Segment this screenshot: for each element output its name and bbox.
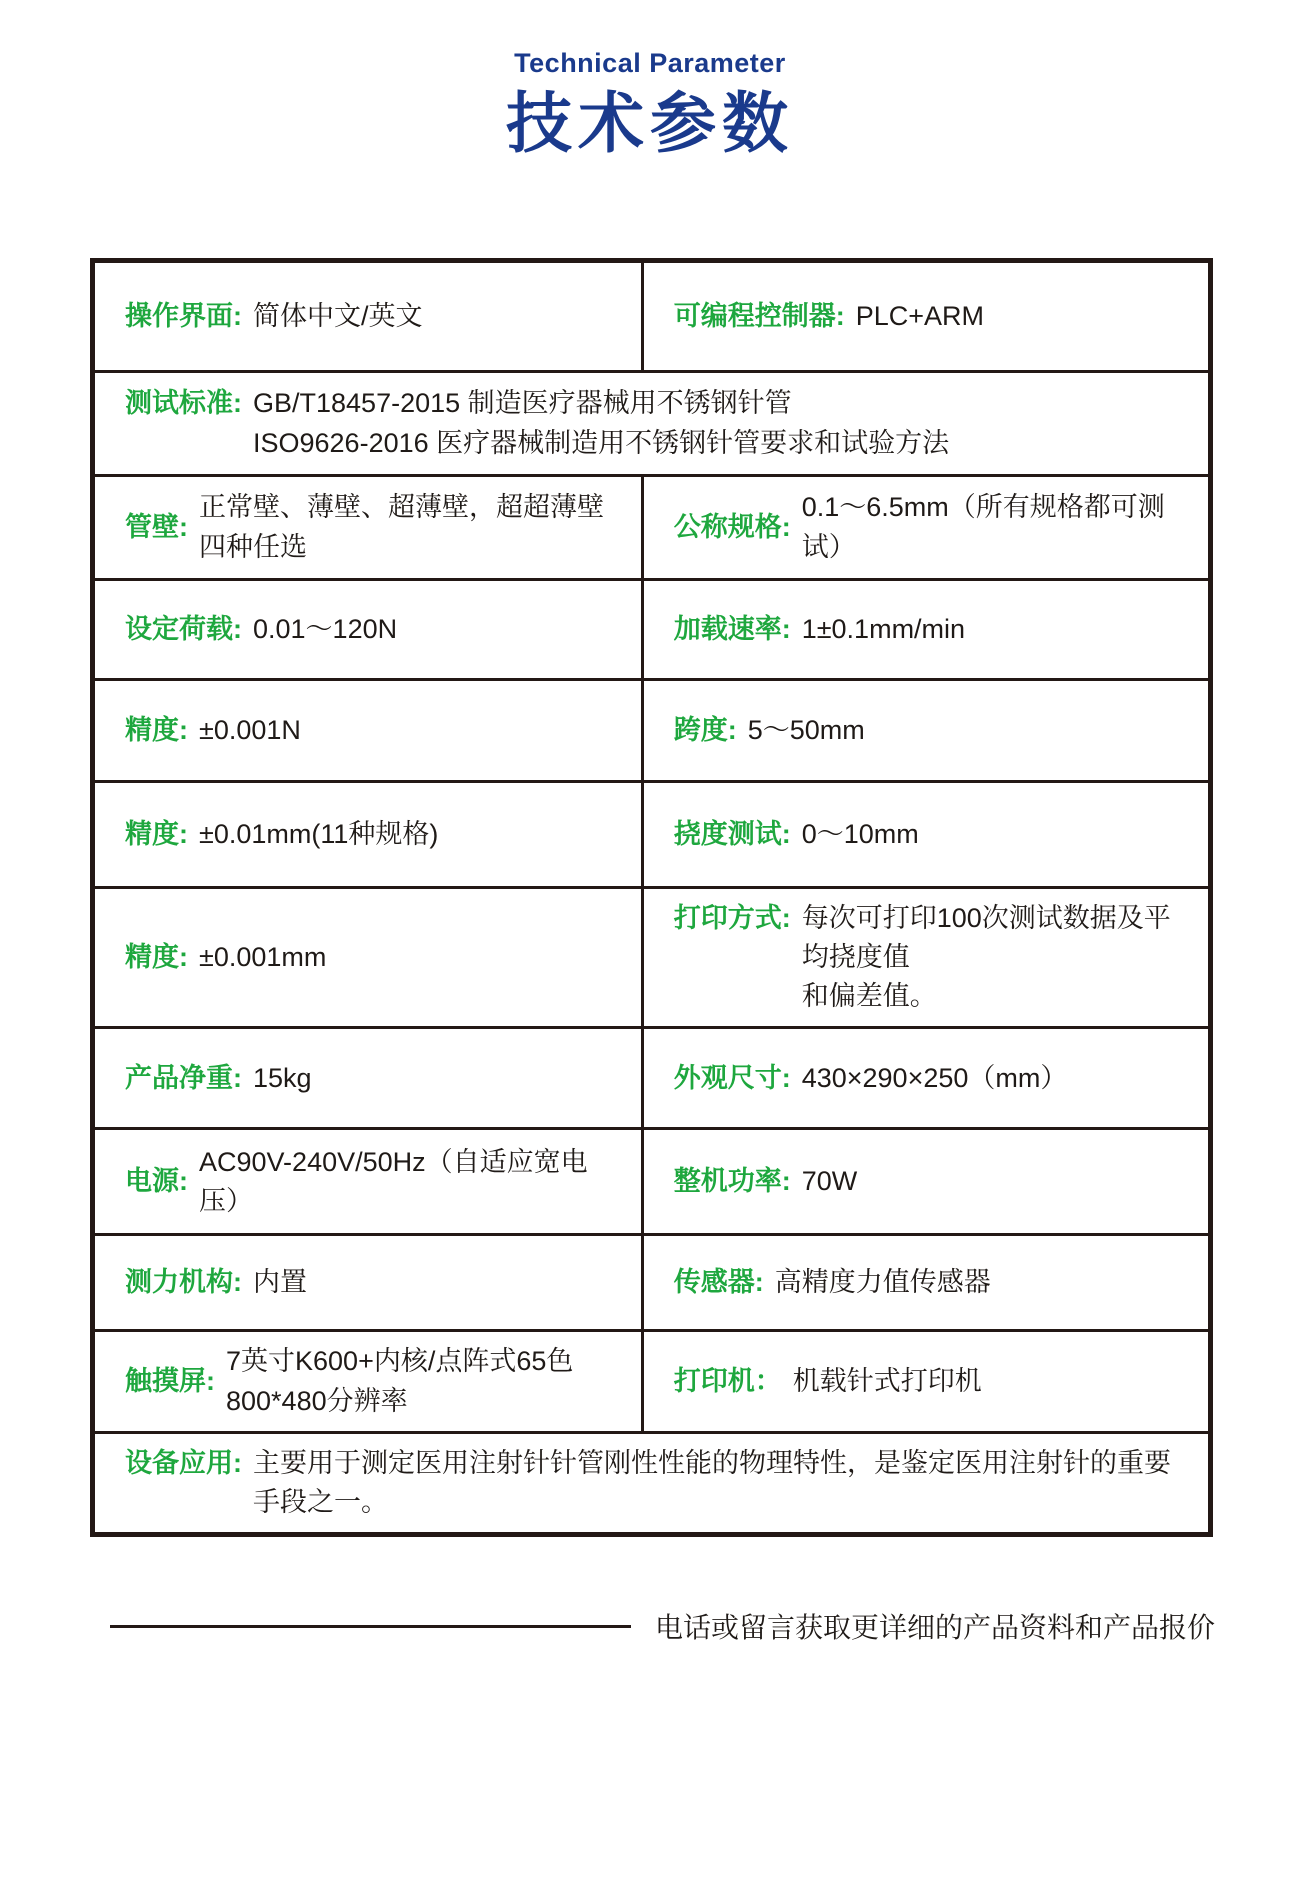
table-row [95, 373, 1208, 477]
spec-cell-application [95, 1434, 1208, 1532]
spec-table [90, 258, 1213, 1537]
spec-cell-force-mechanism [95, 1236, 644, 1329]
spec-value: ±0.001mm [199, 942, 327, 973]
spec-value: 0～10mm [801, 818, 919, 849]
spec-value: 机载针式打印机 [792, 1365, 982, 1396]
spec-label: 打印机： [673, 1365, 782, 1396]
spec-multiline [674, 899, 1190, 1016]
spec-lines [802, 899, 1190, 1016]
spec-cell-test-standard [95, 373, 1208, 474]
spec-label: 产品净重: [125, 1062, 242, 1093]
table-row [95, 1434, 1208, 1532]
spec-value: 0.1～6.5mm（所有规格都可测试） [801, 492, 1165, 562]
spec-label: 精度: [125, 714, 188, 745]
spec-value-line: GB/T18457-2015 制造医疗器械用不锈钢针管 [253, 388, 792, 419]
spec-label: 管壁: [125, 511, 188, 542]
spec-value: 430×290×250（mm） [801, 1062, 1068, 1093]
page-subtitle: Technical Parameter [514, 48, 786, 78]
table-row [95, 783, 1208, 889]
spec-multiline [125, 384, 949, 462]
spec-label: 可编程控制器: [673, 300, 845, 331]
footer-rule [110, 1625, 631, 1628]
spec-label: 电源: [125, 1166, 188, 1197]
spec-value: AC90V-240V/50Hz（自适应宽电压） [199, 1146, 588, 1216]
spec-cell-touchscreen [95, 1332, 644, 1430]
spec-cell-nominal-spec [644, 477, 1208, 578]
spec-label: 操作界面: [125, 300, 242, 331]
spec-value: 15kg [253, 1062, 312, 1093]
spec-cell-deflection-test [644, 783, 1208, 886]
spec-value: 0.01～120N [253, 613, 398, 644]
spec-value: ±0.01mm(11种规格) [199, 818, 439, 849]
spec-value: 简体中文/英文 [253, 300, 423, 331]
spec-label: 精度: [125, 942, 188, 973]
spec-cell-load-rate [644, 581, 1208, 678]
table-row [95, 889, 1208, 1029]
spec-label: 测力机构: [125, 1267, 242, 1298]
spec-value: 高精度力值传感器 [774, 1267, 991, 1298]
spec-value: 7英寸K600+内核/点阵式65色800*480分辨率 [226, 1346, 574, 1416]
spec-lines [253, 1444, 1190, 1522]
footer-note: 电话或留言获取更详细的产品资料和产品报价 [654, 1612, 1215, 1643]
spec-lines [253, 384, 949, 462]
spec-label: 触摸屏: [125, 1365, 215, 1396]
spec-cell-accuracy-fine [95, 889, 644, 1026]
spec-cell-controller [644, 263, 1208, 370]
table-row [95, 1236, 1208, 1332]
table-row [95, 681, 1208, 783]
spec-label: 测试标准: [125, 388, 242, 419]
spec-label: 外观尺寸: [673, 1062, 791, 1093]
spec-value: 正常壁、薄壁、超薄壁，超超薄壁四种任选 [199, 492, 604, 562]
spec-value: 70W [801, 1166, 858, 1197]
spec-label: 打印方式: [673, 903, 791, 933]
spec-label: 设定荷载: [125, 613, 242, 644]
spec-cell-tube-wall [95, 477, 644, 578]
table-row [95, 477, 1208, 581]
table-row [95, 263, 1208, 373]
spec-label: 跨度: [673, 714, 737, 745]
spec-cell-power-supply [95, 1130, 644, 1233]
spec-cell-accuracy-mm [95, 783, 644, 886]
spec-label: 整机功率: [673, 1166, 791, 1197]
table-row [95, 1130, 1208, 1236]
spec-label: 传感器: [673, 1267, 764, 1298]
spec-label: 设备应用: [125, 1447, 242, 1478]
table-row [95, 581, 1208, 681]
spec-label: 加载速率: [673, 613, 791, 644]
spec-cell-sensor [644, 1236, 1208, 1329]
spec-cell-accuracy-force [95, 681, 644, 780]
spec-cell-printer [644, 1332, 1208, 1430]
spec-label: 挠度测试: [673, 818, 791, 849]
spec-value: ±0.001N [199, 714, 301, 745]
spec-cell-net-weight [95, 1029, 644, 1127]
table-row [95, 1332, 1208, 1433]
spec-value: 1±0.1mm/min [801, 613, 966, 644]
footer [90, 1606, 1215, 1646]
spec-value: 5～50mm [747, 714, 865, 745]
spec-cell-total-power [644, 1130, 1208, 1233]
spec-cell-dimensions [644, 1029, 1208, 1127]
spec-label: 公称规格: [673, 511, 791, 542]
spec-value-line: ISO9626-2016 医疗器械制造用不锈钢针管要求和试验方法 [253, 427, 950, 458]
spec-cell-ui-language [95, 263, 644, 370]
page-title: 技术参数 [506, 86, 794, 160]
spec-value-line: 和偏差值。 [801, 981, 937, 1012]
spec-value: 内置 [253, 1267, 307, 1298]
table-row [95, 1029, 1208, 1130]
page-header [0, 0, 1300, 158]
spec-value-line: 每次可打印100次测试数据及平均挠度值 [801, 903, 1171, 973]
spec-label: 精度: [125, 818, 188, 849]
spec-value: PLC+ARM [855, 300, 984, 331]
spec-cell-set-load [95, 581, 644, 678]
spec-cell-print-mode [644, 889, 1208, 1026]
spec-multiline [125, 1444, 1190, 1522]
spec-value-line: 主要用于测定医用注射针针管刚性性能的物理特性，是鉴定医用注射针的重要手段之一。 [253, 1447, 1171, 1517]
spec-cell-span [644, 681, 1208, 780]
